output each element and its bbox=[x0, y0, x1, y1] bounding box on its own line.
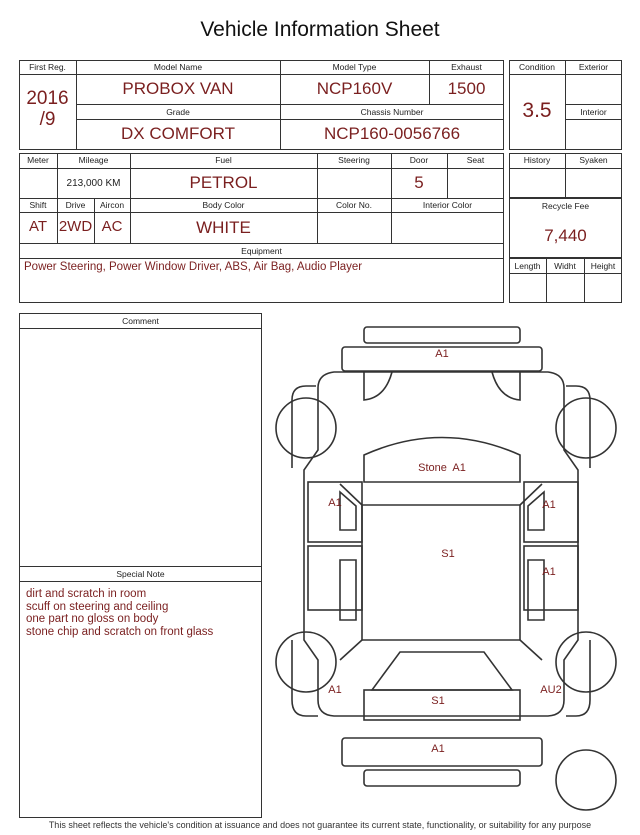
rear-left-fender bbox=[292, 640, 318, 716]
chassis-label: Chassis Number bbox=[360, 107, 424, 117]
equipment-label: Equipment bbox=[241, 246, 282, 256]
body-color-value: WHITE bbox=[196, 218, 251, 237]
aircon-label: Aircon bbox=[99, 200, 125, 210]
color-no-label: Color No. bbox=[336, 200, 372, 210]
rear-right-wheel bbox=[556, 632, 616, 692]
fuel-label: Fuel bbox=[215, 155, 232, 165]
damage-windshield: Stone A1 bbox=[418, 462, 466, 474]
recycle-fee-label: Recycle Fee bbox=[541, 201, 590, 211]
drive-value: 2WD bbox=[58, 218, 93, 235]
condition-label: Condition bbox=[519, 62, 555, 72]
mileage-label: Mileage bbox=[78, 155, 109, 165]
damage-rear-bumper: A1 bbox=[431, 743, 445, 755]
chassis-value: NCP160-0056766 bbox=[323, 124, 461, 143]
first-reg-month: /9 bbox=[39, 109, 56, 130]
first-reg-year: 2016 bbox=[26, 88, 69, 109]
front-bumper-outline bbox=[364, 327, 520, 343]
recycle-fee-value: 7,440 bbox=[544, 226, 587, 245]
damage-rear-hatch: S1 bbox=[431, 695, 445, 707]
door-value: 5 bbox=[414, 173, 424, 192]
syaken-label: Syaken bbox=[579, 155, 608, 165]
shift-label: Shift bbox=[29, 200, 47, 210]
meter-label: Meter bbox=[27, 155, 49, 165]
model-name-value: PROBOX VAN bbox=[122, 79, 234, 98]
seat-label: Seat bbox=[466, 155, 485, 165]
grade-label: Grade bbox=[166, 107, 190, 117]
damage-right-front-door: A1 bbox=[542, 499, 556, 511]
exhaust-value: 1500 bbox=[447, 79, 486, 98]
fuel-value: PETROL bbox=[189, 173, 258, 192]
left-front-door bbox=[308, 482, 362, 542]
model-type-value: NCP160V bbox=[316, 79, 393, 98]
equipment-value: Power Steering, Power Window Driver, ABS, Air Bag, Audio Player bbox=[24, 261, 363, 273]
interior-label: Interior bbox=[580, 107, 607, 117]
sheet-title: Vehicle Information Sheet bbox=[200, 18, 440, 41]
width-label: Widht bbox=[554, 261, 576, 271]
right-rear-door bbox=[524, 546, 578, 610]
grade-value: DX COMFORT bbox=[121, 124, 235, 143]
length-label: Length bbox=[514, 261, 541, 271]
car-body-outline bbox=[304, 372, 578, 716]
left-headlight bbox=[364, 372, 392, 400]
damage-front-bumper: A1 bbox=[435, 348, 449, 360]
comment-label: Comment bbox=[122, 316, 159, 326]
roof-left-pillar bbox=[340, 484, 362, 660]
damage-roof: S1 bbox=[441, 548, 455, 560]
special-note-label: Special Note bbox=[116, 569, 165, 579]
model-name-label: Model Name bbox=[153, 62, 203, 72]
front-right-wheel bbox=[556, 398, 616, 458]
exterior-label: Exterior bbox=[578, 62, 609, 72]
shift-value: AT bbox=[28, 218, 48, 235]
damage-left-front-door: A1 bbox=[328, 497, 342, 509]
left-rear-door bbox=[308, 546, 362, 610]
history-label: History bbox=[523, 155, 551, 165]
damage-right-rear-quarter: AU2 bbox=[540, 684, 562, 696]
condition-value: 3.5 bbox=[522, 99, 552, 122]
rear-left-wheel bbox=[276, 632, 336, 692]
exhaust-label: Exhaust bbox=[451, 62, 482, 72]
rear-window-outline bbox=[372, 652, 512, 690]
aircon-value: AC bbox=[101, 218, 123, 235]
damage-right-rear-door: A1 bbox=[542, 566, 556, 578]
left-rear-window bbox=[340, 560, 356, 620]
first-reg-label: First Reg. bbox=[29, 62, 66, 72]
right-front-door bbox=[524, 482, 578, 542]
rear-bumper-outline bbox=[364, 770, 520, 786]
steering-label: Steering bbox=[338, 155, 370, 165]
damage-left-rear-quarter: A1 bbox=[328, 684, 342, 696]
special-note-item: scuff on steering and ceiling bbox=[26, 600, 169, 613]
cabin-outline bbox=[362, 505, 520, 640]
special-note-item: dirt and scratch in room bbox=[26, 588, 147, 600]
body-color-label: Body Color bbox=[202, 200, 245, 210]
windshield-outline bbox=[364, 438, 520, 483]
spare-wheel bbox=[556, 750, 616, 810]
right-front-window bbox=[528, 492, 544, 530]
height-label: Height bbox=[590, 261, 616, 271]
interior-color-label: Interior Color bbox=[422, 200, 473, 210]
model-type-label: Model Type bbox=[332, 62, 377, 72]
disclaimer-footer: This sheet reflects the vehicle's condition at issuance and does not guarantee its current state, functionality, or suitability for any purpose bbox=[48, 820, 592, 830]
front-left-wheel bbox=[276, 398, 336, 458]
right-headlight bbox=[492, 372, 520, 400]
special-note-item: stone chip and scratch on front glass bbox=[26, 625, 214, 638]
drive-label: Drive bbox=[65, 200, 86, 210]
mileage-value: 213,000 KM bbox=[66, 178, 121, 189]
door-label: Door bbox=[409, 155, 429, 165]
special-note-item: one part no gloss on body bbox=[26, 613, 159, 625]
